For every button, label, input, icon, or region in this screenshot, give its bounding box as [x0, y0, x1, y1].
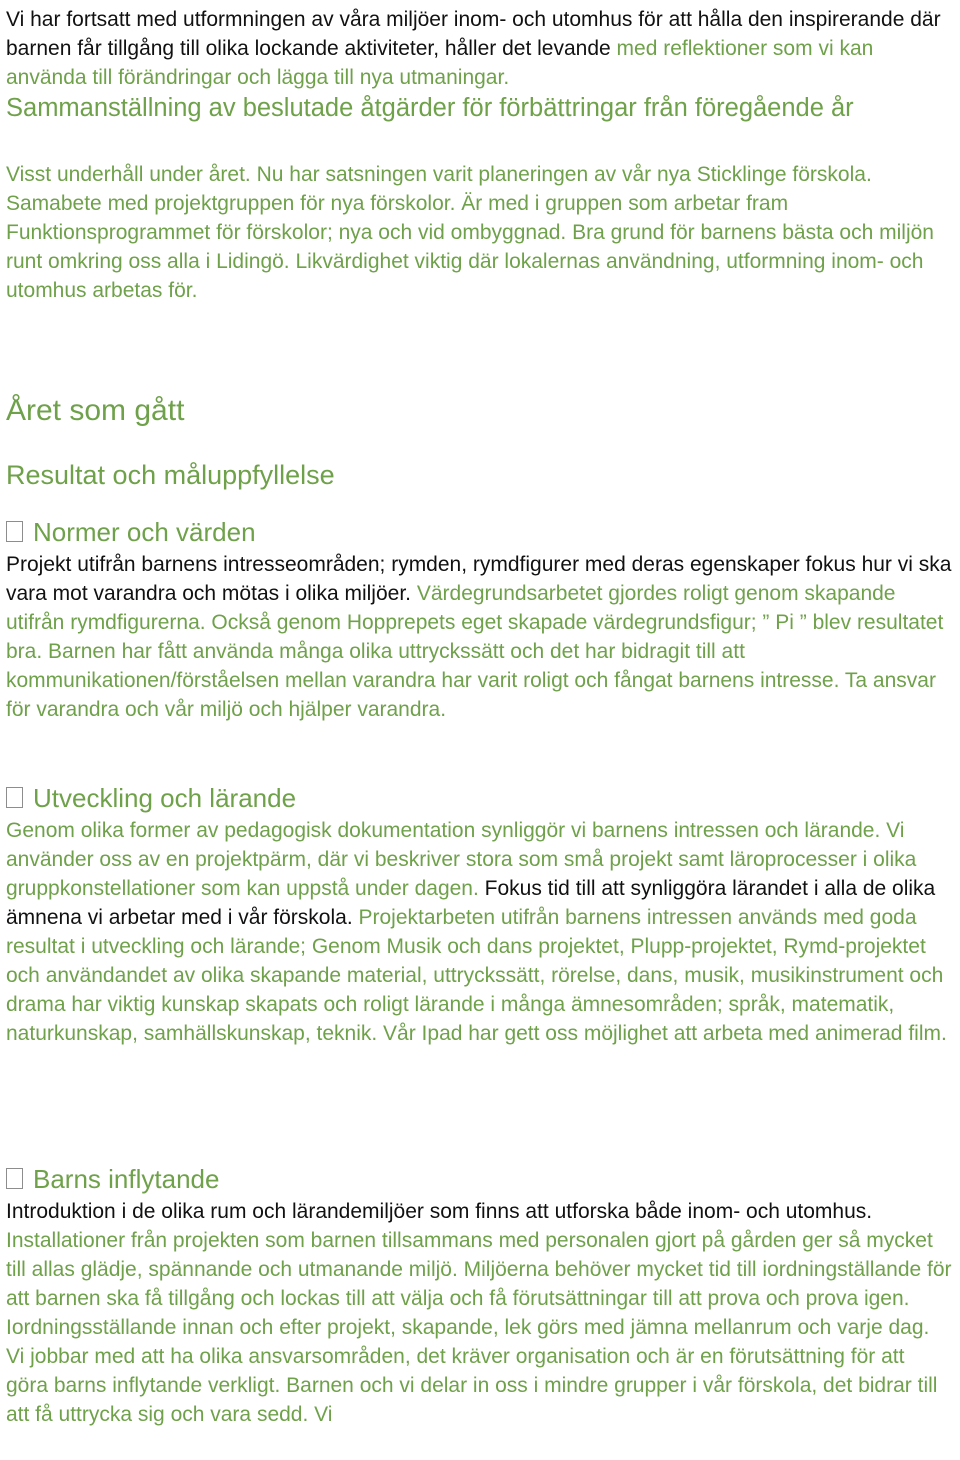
- aret-heading: Året som gått: [6, 394, 185, 427]
- section-normer-title-text: Normer och värden: [33, 517, 256, 547]
- checkbox-glyph-icon: [6, 1168, 23, 1189]
- body-text: Vi använder oss av en projektpärm, där vi beskriver stora som små projekt samt läroprocesser i olika gruppkonstellationer som kan uppstå under dagen.: [6, 819, 917, 900]
- section-utveckling-title-text: Utveckling och lärande: [33, 783, 297, 813]
- body-text: Projekt utifrån barnens intresseområden; rymden, rymdfigurer med deras egenskaper fokus hur vi ska vara mot varandra och mötas i olika miljöer.: [6, 553, 952, 605]
- improvements-text-4: Bra grund för barnens bästa och miljön runt omkring oss alla i Lidingö. Likvärdighet viktig där lokalernas användning, utformning inom- och utomhus arbetas för.: [6, 221, 934, 302]
- section-inflytande-body: [6, 1197, 952, 1429]
- intro-paragraph: [6, 5, 952, 92]
- body-text: Genom olika former av pedagogisk dokumentation synliggör vi barnens intressen och lärande.: [6, 819, 887, 842]
- section-normer: [6, 517, 952, 724]
- body-text: Vår Ipad har gett oss möjlighet att arbeta med animerad film.: [377, 1022, 947, 1045]
- section-utveckling-body: [6, 816, 952, 1048]
- checkbox-glyph-icon: [6, 521, 23, 542]
- section-inflytande: [6, 1164, 952, 1429]
- section-inflytande-title-text: Barns inflytande: [33, 1164, 220, 1194]
- section-normer-body: [6, 550, 952, 724]
- body-text: Också genom Hopprepets eget skapade värdegrundsfigur; ” Pi ” blev resultatet bra.: [6, 611, 944, 663]
- body-text: Introduktion i de olika rum och lärandemiljöer som finns att utforska både inom- och utomhus.: [6, 1200, 873, 1223]
- improvements-text-1: Visst underhåll under året.: [6, 163, 257, 186]
- intro-text-1: Vi har fortsatt med utformningen av våra miljöer inom- och utomhus för att hålla den inspirerande där barnen får tillgång till olika lockande aktiviteter, håller det levande: [6, 8, 941, 60]
- body-text: Fokus tid till att synliggöra lärandet i alla de olika ämnena vi arbetar med i vår förskola.: [6, 877, 936, 929]
- improvements-paragraph: [6, 160, 952, 305]
- section-utveckling-title: [6, 783, 952, 813]
- body-text: Miljöerna behöver mycket tid till iordningställande för att barnen ska få tillgång och lockas till att välja och få förutsättningar till att prova och prova igen.: [6, 1258, 952, 1310]
- body-text: Ta ansvar för varandra och vår miljö och hjälper varandra.: [6, 669, 936, 721]
- improvements-text-2: Nu har satsningen varit planeringen av vår nya Sticklinge förskola. Samabete med projektgruppen för nya förskolor.: [6, 163, 872, 215]
- body-text: Installationer från projekten som barnen tillsammans med personalen gjort på gården ger så mycket till allas glädje, spännande och utmanande miljö.: [6, 1229, 933, 1281]
- body-text: Värdegrundsarbetet gjordes roligt genom skapande utifrån rymdfigurerna.: [6, 582, 896, 634]
- improvements-heading: Sammanställning av beslutade åtgärder för förbättringar från föregående år: [6, 94, 854, 122]
- results-heading: Resultat och måluppfyllelse: [6, 460, 335, 490]
- checkbox-glyph-icon: [6, 787, 23, 808]
- body-text: Projektarbeten utifrån barnens intressen används med goda resultat i utveckling och lärande; Genom Musik och dans projektet, Plupp-projektet, Rymd-projektet och användandet av olika skapande material, uttryckssätt, rörelse, dans, musik, musikinstrument och drama har viktig kunskap skapats och roligt lärande i många ämnesområden; språk, matematik, naturkunskap, samhällskunskap, teknik.: [6, 906, 944, 1045]
- section-normer-title: [6, 517, 952, 547]
- section-utveckling: [6, 783, 952, 1048]
- intro-text-2: med reflektioner som vi kan använda till förändringar och lägga till nya utmaningar.: [6, 37, 874, 89]
- section-inflytande-title: [6, 1164, 952, 1194]
- improvements-text-3: Är med i gruppen som arbetar fram Funktionsprogrammet för förskolor; nya och vid ombyggnad.: [6, 192, 789, 244]
- body-text: Barnen har fått använda många olika uttryckssätt och det har bidragit till att kommunikationen/förståelsen mellan varandra har varit roligt och fångat barnens intresse.: [6, 640, 845, 692]
- body-text: Iordningsställande innan och efter projekt, skapande, lek görs med jämna mellanrum och varje dag. Vi jobbar med att ha olika ansvarsområden, det kräver organisation och är en förutsättning för att göra barns inflytande verkligt. Barnen och vi delar in oss i mindre grupper i vår förskola, det bidrar till att få uttrycka sig och vara sedd. Vi: [6, 1316, 938, 1426]
